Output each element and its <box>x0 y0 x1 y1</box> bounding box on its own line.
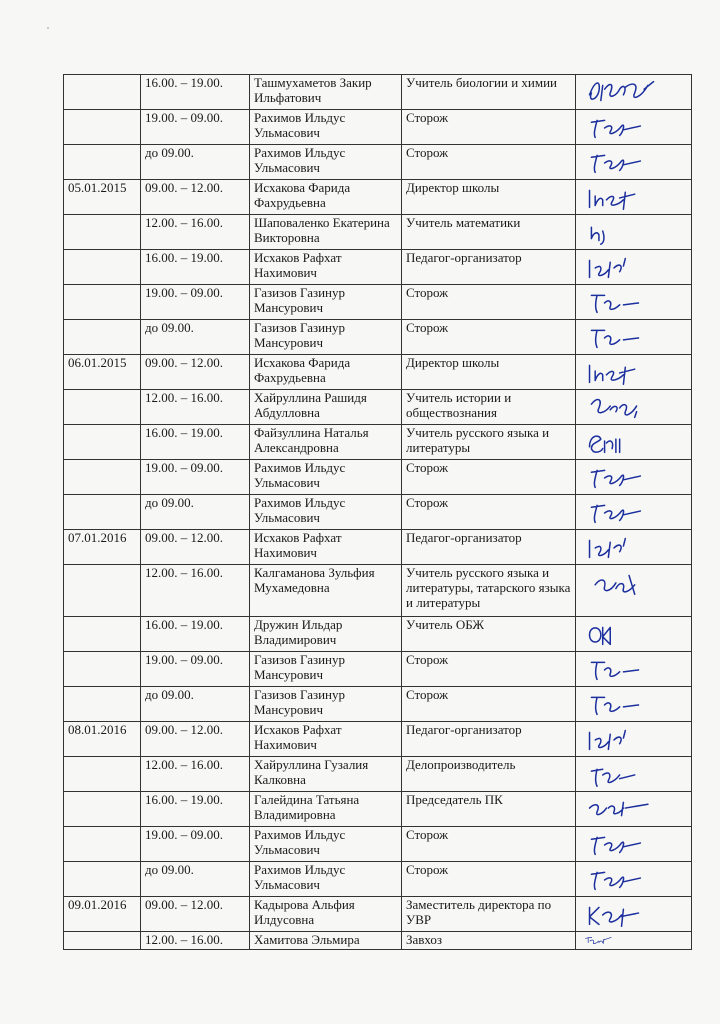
handwritten-signature <box>582 426 686 458</box>
signature-stroke <box>590 907 639 926</box>
position-cell: Учитель русского языка и литературы, татарского языка и литературы <box>402 565 576 617</box>
date-cell <box>64 757 141 792</box>
signature-cell <box>576 180 692 215</box>
position-cell: Сторож <box>402 652 576 687</box>
scan-speck <box>47 27 49 29</box>
time-cell: 12.00. – 16.00. <box>141 932 250 950</box>
employee-name-cell: Исхаков Рафхат Нахимович <box>250 530 402 565</box>
signature-cell <box>576 897 692 932</box>
time-cell: 12.00. – 16.00. <box>141 757 250 792</box>
date-cell <box>64 827 141 862</box>
handwritten-signature <box>582 461 686 493</box>
handwritten-signature <box>582 863 686 895</box>
signature-cell <box>576 110 692 145</box>
employee-name-cell: Рахимов Ильдус Ульмасович <box>250 460 402 495</box>
date-cell <box>64 652 141 687</box>
time-cell: 12.00. – 16.00. <box>141 565 250 617</box>
table-row <box>64 932 692 950</box>
employee-name-cell: Рахимов Ильдус Ульмасович <box>250 145 402 180</box>
signature-stroke <box>590 802 648 815</box>
time-cell: 19.00. – 09.00. <box>141 652 250 687</box>
handwritten-signature <box>582 321 686 353</box>
table-row <box>64 250 692 285</box>
date-cell <box>64 250 141 285</box>
time-cell: 19.00. – 09.00. <box>141 285 250 320</box>
table-row <box>64 285 692 320</box>
signature-stroke <box>590 190 635 209</box>
signature-cell <box>576 565 692 617</box>
position-cell: Делопроизводитель <box>402 757 576 792</box>
signature-cell <box>576 425 692 460</box>
table-row <box>64 652 692 687</box>
employee-name-cell: Рахимов Ильдус Ульмасович <box>250 827 402 862</box>
signature-cell <box>576 530 692 565</box>
date-cell <box>64 320 141 355</box>
handwritten-signature <box>582 933 686 948</box>
signature-stroke <box>586 937 612 943</box>
table-row <box>64 530 692 565</box>
signature-stroke <box>590 436 620 452</box>
handwritten-signature <box>582 496 686 528</box>
signature-stroke <box>590 365 635 384</box>
employee-name-cell: Дружин Ильдар Владимирович <box>250 617 402 652</box>
signature-cell <box>576 145 692 180</box>
signature-cell <box>576 250 692 285</box>
signature-cell <box>576 687 692 722</box>
handwritten-signature <box>582 723 686 755</box>
employee-name-cell: Рахимов Ильдус Ульмасович <box>250 495 402 530</box>
time-cell: 19.00. – 09.00. <box>141 827 250 862</box>
time-cell: 16.00. – 19.00. <box>141 250 250 285</box>
table-row <box>64 827 692 862</box>
position-cell: Сторож <box>402 320 576 355</box>
handwritten-signature <box>582 391 686 423</box>
position-cell: Сторож <box>402 687 576 722</box>
position-cell: Учитель русского языка и литературы <box>402 425 576 460</box>
signature-cell <box>576 460 692 495</box>
table-row <box>64 75 692 110</box>
signature-stroke <box>591 769 634 786</box>
table-row <box>64 390 692 425</box>
handwritten-signature <box>582 898 686 930</box>
table-row <box>64 722 692 757</box>
position-cell: Учитель ОБЖ <box>402 617 576 652</box>
position-cell: Сторож <box>402 110 576 145</box>
table-row <box>64 687 692 722</box>
table-row <box>64 792 692 827</box>
signature-cell <box>576 652 692 687</box>
position-cell: Завхоз <box>402 932 576 950</box>
table-row <box>64 145 692 180</box>
date-cell <box>64 145 141 180</box>
employee-name-cell: Исхаков Рафхат Нахимович <box>250 250 402 285</box>
time-cell: до 09.00. <box>141 862 250 897</box>
signature-stroke <box>590 731 626 750</box>
date-cell <box>64 460 141 495</box>
position-cell: Директор школы <box>402 355 576 390</box>
table-row <box>64 897 692 932</box>
employee-name-cell: Исхакова Фарида Фахрудьевна <box>250 355 402 390</box>
time-cell: 09.00. – 12.00. <box>141 897 250 932</box>
signature-cell <box>576 722 692 757</box>
signature-stroke <box>595 575 635 594</box>
time-cell: до 09.00. <box>141 687 250 722</box>
position-cell: Сторож <box>402 862 576 897</box>
handwritten-signature <box>582 653 686 685</box>
signature-stroke <box>591 837 640 854</box>
handwritten-signature <box>582 76 686 108</box>
signature-cell <box>576 932 692 950</box>
time-cell: 16.00. – 19.00. <box>141 425 250 460</box>
employee-name-cell: Исхакова Фарида Фахрудьевна <box>250 180 402 215</box>
signature-stroke <box>591 697 638 714</box>
time-cell: 16.00. – 19.00. <box>141 617 250 652</box>
time-cell: до 09.00. <box>141 145 250 180</box>
date-cell <box>64 110 141 145</box>
time-cell: 12.00. – 16.00. <box>141 390 250 425</box>
time-cell: 09.00. – 12.00. <box>141 530 250 565</box>
handwritten-signature <box>582 566 686 598</box>
table-row <box>64 757 692 792</box>
employee-name-cell: Файзуллина Наталья Александровна <box>250 425 402 460</box>
time-cell: 09.00. – 12.00. <box>141 722 250 757</box>
signature-cell <box>576 390 692 425</box>
handwritten-signature <box>582 828 686 860</box>
table-row <box>64 460 692 495</box>
signature-stroke <box>590 627 611 644</box>
employee-name-cell: Рахимов Ильдус Ульмасович <box>250 862 402 897</box>
signature-cell <box>576 355 692 390</box>
handwritten-signature <box>582 251 686 283</box>
time-cell: 09.00. – 12.00. <box>141 355 250 390</box>
date-cell <box>64 215 141 250</box>
signature-stroke <box>591 120 640 137</box>
time-cell: 19.00. – 09.00. <box>141 460 250 495</box>
employee-name-cell: Хайруллина Гузалия Калковна <box>250 757 402 792</box>
position-cell: Заместитель директора по УВР <box>402 897 576 932</box>
position-cell: Сторож <box>402 460 576 495</box>
date-cell <box>64 285 141 320</box>
table-row <box>64 110 692 145</box>
table-row <box>64 320 692 355</box>
time-cell: 19.00. – 09.00. <box>141 110 250 145</box>
table-row <box>64 565 692 617</box>
handwritten-signature <box>582 146 686 178</box>
table-row <box>64 617 692 652</box>
position-cell: Учитель истории и обществознания <box>402 390 576 425</box>
signature-cell <box>576 285 692 320</box>
signature-stroke <box>591 662 638 679</box>
handwritten-signature <box>582 111 686 143</box>
employee-name-cell: Газизов Газинур Мансурович <box>250 652 402 687</box>
table-row <box>64 495 692 530</box>
employee-name-cell: Галейдина Татьяна Владимировна <box>250 792 402 827</box>
date-cell: 06.01.2015 <box>64 355 141 390</box>
duty-schedule-table <box>63 74 692 950</box>
table-row <box>64 180 692 215</box>
signature-cell <box>576 320 692 355</box>
position-cell: Педагог-организатор <box>402 250 576 285</box>
signature-cell <box>576 495 692 530</box>
table-row <box>64 355 692 390</box>
employee-name-cell: Ташмухаметов Закир Ильфатович <box>250 75 402 110</box>
signature-stroke <box>591 872 640 889</box>
date-cell <box>64 425 141 460</box>
time-cell: до 09.00. <box>141 495 250 530</box>
signature-stroke <box>591 400 636 418</box>
handwritten-signature <box>582 181 686 213</box>
signature-stroke <box>590 259 626 278</box>
handwritten-signature <box>582 216 686 248</box>
signature-cell <box>576 757 692 792</box>
time-cell: 16.00. – 19.00. <box>141 75 250 110</box>
date-cell: 05.01.2015 <box>64 180 141 215</box>
signature-cell <box>576 215 692 250</box>
position-cell: Сторож <box>402 495 576 530</box>
time-cell: до 09.00. <box>141 320 250 355</box>
date-cell <box>64 687 141 722</box>
table-row <box>64 862 692 897</box>
position-cell: Сторож <box>402 285 576 320</box>
signature-stroke <box>591 470 640 487</box>
table-row <box>64 215 692 250</box>
employee-name-cell: Рахимов Ильдус Ульмасович <box>250 110 402 145</box>
date-cell <box>64 617 141 652</box>
handwritten-signature <box>582 688 686 720</box>
handwritten-signature <box>582 618 686 650</box>
position-cell: Сторож <box>402 827 576 862</box>
position-cell: Педагог-организатор <box>402 530 576 565</box>
signature-cell <box>576 792 692 827</box>
position-cell: Директор школы <box>402 180 576 215</box>
employee-name-cell: Исхаков Рафхат Нахимович <box>250 722 402 757</box>
employee-name-cell: Кадырова Альфия Илдусовна <box>250 897 402 932</box>
handwritten-signature <box>582 793 686 825</box>
date-cell <box>64 75 141 110</box>
date-cell <box>64 495 141 530</box>
position-cell: Учитель математики <box>402 215 576 250</box>
date-cell <box>64 932 141 950</box>
signature-stroke <box>591 227 604 244</box>
employee-name-cell: Газизов Газинур Мансурович <box>250 320 402 355</box>
date-cell <box>64 565 141 617</box>
position-cell: Председатель ПК <box>402 792 576 827</box>
date-cell: 09.01.2016 <box>64 897 141 932</box>
signature-stroke <box>590 539 626 558</box>
signature-cell <box>576 862 692 897</box>
handwritten-signature <box>582 356 686 388</box>
date-cell <box>64 862 141 897</box>
signature-cell <box>576 75 692 110</box>
employee-name-cell: Хамитова Эльмира <box>250 932 402 950</box>
signature-stroke <box>591 155 640 172</box>
table-row <box>64 425 692 460</box>
employee-name-cell: Газизов Газинур Мансурович <box>250 285 402 320</box>
employee-name-cell: Шаповаленко Екатерина Викторовна <box>250 215 402 250</box>
signature-stroke <box>590 82 654 101</box>
time-cell: 12.00. – 16.00. <box>141 215 250 250</box>
position-cell: Сторож <box>402 145 576 180</box>
time-cell: 09.00. – 12.00. <box>141 180 250 215</box>
handwritten-signature <box>582 286 686 318</box>
date-cell: 08.01.2016 <box>64 722 141 757</box>
handwritten-signature <box>582 531 686 563</box>
date-cell <box>64 390 141 425</box>
employee-name-cell: Газизов Газинур Мансурович <box>250 687 402 722</box>
employee-name-cell: Калгаманова Зульфия Мухамедовна <box>250 565 402 617</box>
signature-cell <box>576 827 692 862</box>
signature-stroke <box>591 330 638 347</box>
signature-stroke <box>591 505 640 522</box>
date-cell: 07.01.2016 <box>64 530 141 565</box>
signature-stroke <box>591 295 638 312</box>
employee-name-cell: Хайруллина Рашидя Абдулловна <box>250 390 402 425</box>
position-cell: Педагог-организатор <box>402 722 576 757</box>
position-cell: Учитель биологии и химии <box>402 75 576 110</box>
handwritten-signature <box>582 758 686 790</box>
table-body <box>64 75 692 950</box>
date-cell <box>64 792 141 827</box>
signature-cell <box>576 617 692 652</box>
time-cell: 16.00. – 19.00. <box>141 792 250 827</box>
